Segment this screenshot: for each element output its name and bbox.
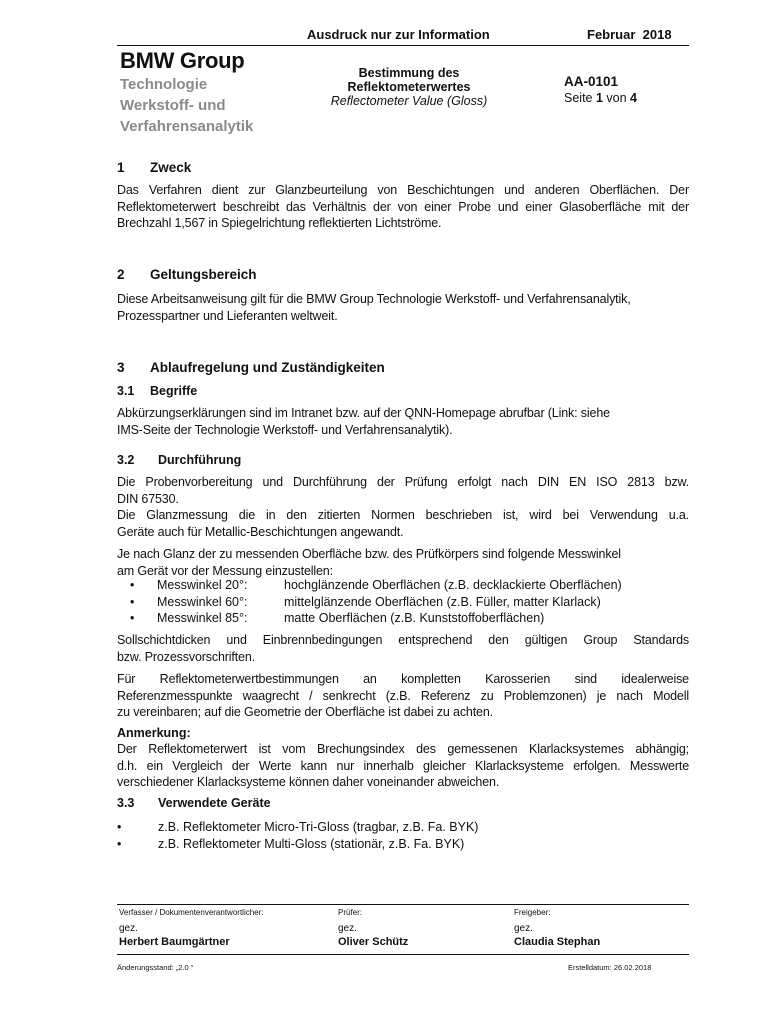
text-line: Geräte auch für Metallic-Beschichtungen angewandt. <box>117 524 404 539</box>
department-line: Technologie <box>120 76 208 93</box>
page-current: 1 <box>595 91 603 105</box>
section-3-1-number: 3.1 <box>117 384 135 398</box>
text-line: Das Verfahren dient zur Glanzbeurteilung von Beschichtungen und anderen Oberflächen. Der <box>117 183 689 197</box>
text-line: Die Glanzmessung die in den zitierten Normen beschrieben ist, wird bei Verwendung u.a. <box>117 508 689 522</box>
text-line: Diese Arbeitsanweisung gilt für die BMW Group Technologie Werkstoff- und Verfahrensanalytik, <box>117 292 631 306</box>
text-line: Abkürzungserklärungen sind im Intranet bzw. auf der QNN-Homepage abrufbar (Link: siehe <box>117 406 610 420</box>
list-item <box>117 819 689 836</box>
section-3-title: Ablaufregelung und Zuständigkeiten <box>150 360 385 375</box>
author-gez: gez. <box>119 923 138 934</box>
text-line: Sollschichtdicken und Einbrennbedingungen entsprechend den gültigen Group Standards <box>117 633 689 647</box>
department-line: Werkstoff- und <box>120 97 226 114</box>
angle-description: mittelglänzende Oberflächen (z.B. Füller, matter Klarlack) <box>284 594 601 609</box>
text-line: Referenzmesspunkte waagrecht / senkrecht (z.B. Referenz zu Problemzonen) je nach Modell <box>117 688 689 703</box>
text-line: zu vereinbaren; auf die Geometrie der Oberfläche ist dabei zu achten. <box>117 705 493 719</box>
text-line: Brechzahl 1,567 in Spiegelrichtung reflektierten Lichtströme. <box>117 216 442 230</box>
section-2-number: 2 <box>117 267 125 282</box>
section-3-2-paragraph-4 <box>117 671 689 721</box>
text-line: Die Probenvorbereitung und Durchführung der Prüfung erfolgt nach DIN EN ISO 2813 bzw. <box>117 475 689 489</box>
bullet-icon: • <box>130 611 135 625</box>
section-2-title: Geltungsbereich <box>150 267 257 282</box>
approver-name: Claudia Stephan <box>514 936 601 948</box>
list-item <box>130 594 690 611</box>
reviewer-name: Oliver Schütz <box>338 936 409 948</box>
bullet-icon: • <box>117 820 122 834</box>
section-3-number: 3 <box>117 360 125 375</box>
device-list <box>117 819 689 852</box>
document-date: Februar 2018 <box>587 27 672 42</box>
text-line: Der Reflektometerwert ist vom Brechungsindex des gemessenen Klarlacksystemes abhängig; <box>117 742 689 756</box>
text-line: verschiedener Klarlacksysteme können daher voneinander abweichen. <box>117 775 500 789</box>
section-2-text <box>117 291 689 324</box>
device-item: z.B. Reflektometer Multi-Gloss (stationär, z.B. Fa. BYK) <box>158 836 465 851</box>
document-title <box>300 66 518 108</box>
section-3-2-title: Durchführung <box>158 453 242 467</box>
section-3-1-text <box>117 405 689 438</box>
text-line: bzw. Prozessvorschriften. <box>117 649 255 664</box>
text-line: Reflektometerwert beschreibt das Verhältnis der von einer Probe und einer Glasoberfläche mit der <box>117 199 689 214</box>
reviewer-gez: gez. <box>338 923 357 934</box>
list-item <box>130 610 690 627</box>
print-notice: Ausdruck nur zur Information <box>307 27 490 42</box>
title-line: Reflektometerwertes <box>347 80 471 94</box>
author-name: Herbert Baumgärtner <box>119 936 230 948</box>
text-line: Prozesspartner und Lieferanten weltweit. <box>117 308 338 323</box>
measurement-angle-list <box>130 577 690 627</box>
device-item: z.B. Reflektometer Micro-Tri-Gloss (tragbar, z.B. Fa. BYK) <box>158 820 479 834</box>
section-3-2-number: 3.2 <box>117 453 135 467</box>
footer-rule-top <box>117 904 689 905</box>
section-3-2-paragraph-2 <box>117 546 689 579</box>
approver-label: Freigeber: <box>514 908 551 917</box>
section-3-3-number: 3.3 <box>117 796 135 810</box>
creation-date: Erstelldatum: 26.02.2018 <box>568 963 652 972</box>
page-mid: von <box>602 91 631 105</box>
approver-gez: gez. <box>514 923 533 934</box>
text-line: IMS-Seite der Technologie Werkstoff- und Verfahrensanalytik). <box>117 422 453 437</box>
document-subtitle: Reflectometer Value (Gloss) <box>330 94 488 108</box>
text-line: Je nach Glanz der zu messenden Oberfläche bzw. des Prüfkörpers sind folgende Messwinkel <box>117 547 621 561</box>
angle-label: Messwinkel 85°: <box>157 611 248 625</box>
bullet-icon: • <box>130 578 135 592</box>
section-3-2-paragraph-3 <box>117 632 689 665</box>
bullet-icon: • <box>117 836 122 851</box>
page-indicator <box>564 91 637 105</box>
angle-label: Messwinkel 60°: <box>157 594 248 609</box>
bullet-icon: • <box>130 594 135 609</box>
section-1-title: Zweck <box>150 160 192 175</box>
section-3-1-title: Begriffe <box>150 384 198 398</box>
department-line: Verfahrensanalytik <box>120 118 254 135</box>
company-name: BMW Group <box>120 48 245 73</box>
page-total: 4 <box>630 91 637 105</box>
document-number: AA-0101 <box>564 74 619 89</box>
section-3-3-title: Verwendete Geräte <box>158 796 271 810</box>
angle-description: hochglänzende Oberflächen (z.B. decklackierte Oberflächen) <box>284 578 622 592</box>
section-1-number: 1 <box>117 160 125 175</box>
note-title: Anmerkung: <box>117 726 191 740</box>
text-line: d.h. ein Vergleich der Werte kann nur innerhalb gleicher Klarlacksysteme erfolgen. Messwerte <box>117 758 689 773</box>
title-line: Bestimmung des <box>358 66 460 80</box>
section-3-2-paragraph-1 <box>117 474 689 540</box>
angle-label: Messwinkel 20°: <box>157 578 248 592</box>
list-item <box>117 836 689 853</box>
footer-rule-bottom <box>117 954 689 955</box>
list-item <box>130 577 690 594</box>
text-line: am Gerät vor der Messung einzustellen: <box>117 563 333 578</box>
page-prefix: Seite <box>564 91 596 105</box>
author-label: Verfasser / Dokumentenverantwortlicher: <box>119 908 264 917</box>
section-1-text <box>117 182 689 232</box>
text-line: DIN 67530. <box>117 491 179 506</box>
header-rule <box>117 45 689 46</box>
note-text <box>117 741 689 791</box>
text-line: Für Reflektometerwertbestimmungen an kompletten Karosserien sind idealerweise <box>117 672 689 686</box>
angle-description: matte Oberflächen (z.B. Kunststoffoberflächen) <box>284 611 545 625</box>
department-block <box>120 74 253 137</box>
revision-status: Änderungsstand: „2.0 “ <box>117 963 194 972</box>
reviewer-label: Prüfer: <box>338 908 363 917</box>
